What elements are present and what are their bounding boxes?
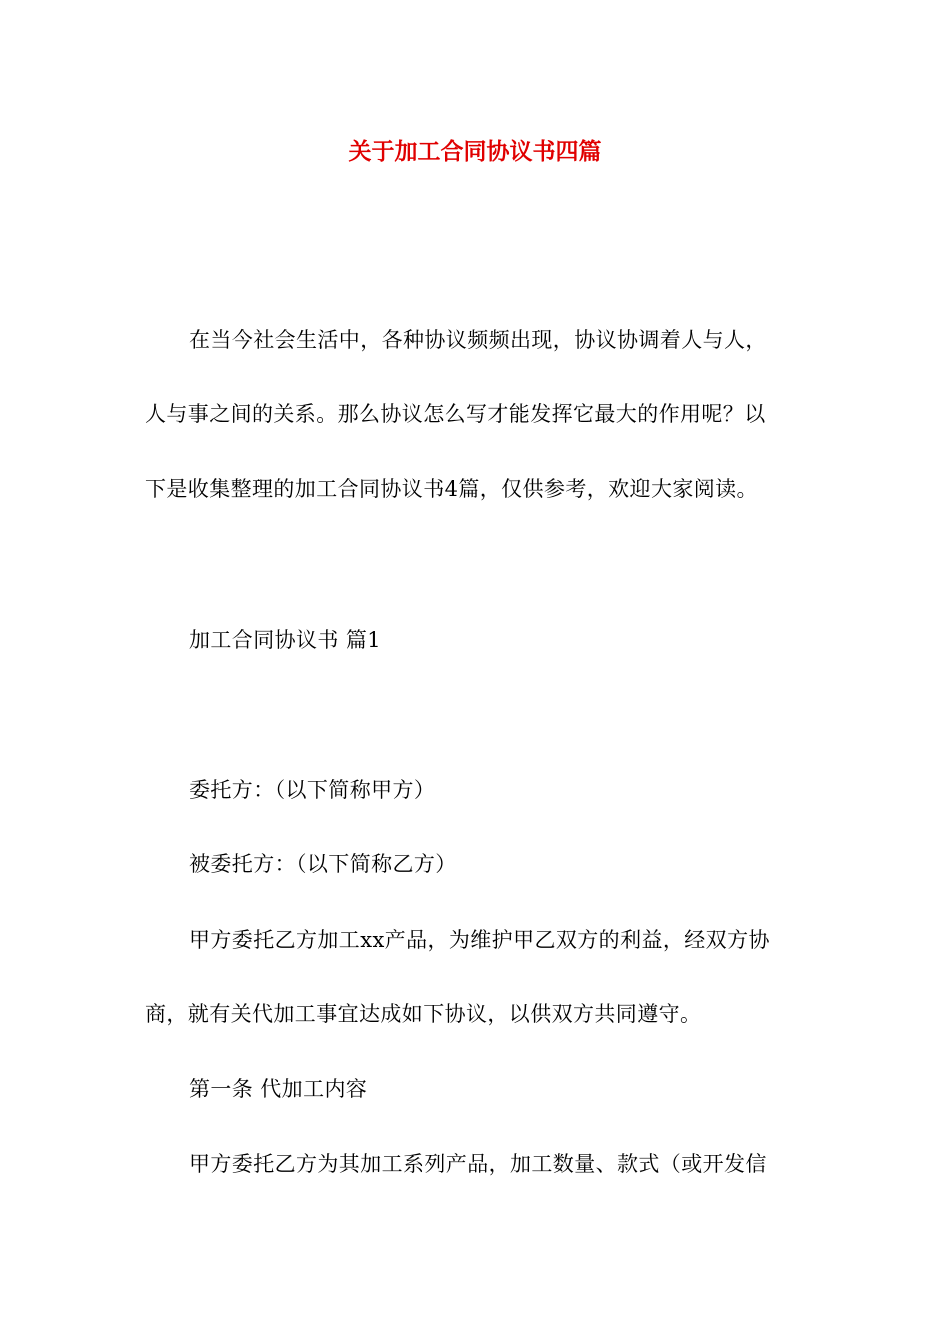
paragraph-line: 甲方委托乙方加工xx产品，为维护甲乙双方的利益，经双方协 xyxy=(189,928,770,952)
section-heading: 加工合同协议书 篇1 xyxy=(189,628,382,652)
paragraph-line: 委托方：（以下简称甲方） xyxy=(189,778,436,802)
paragraph-line: 人与事之间的关系。那么协议怎么写才能发挥它最大的作用呢？以 xyxy=(145,402,766,426)
paragraph-line: 甲方委托乙方为其加工系列产品，加工数量、款式（或开发信 xyxy=(189,1152,767,1176)
paragraph-line: 商，就有关代加工事宜达成如下协议，以供双方共同遵守。 xyxy=(145,1002,702,1026)
document-title: 关于加工合同协议书四篇 xyxy=(348,138,602,165)
paragraph-line: 下是收集整理的加工合同协议书4篇，仅供参考，欢迎大家阅读。 xyxy=(145,477,758,501)
paragraph-line: 在当今社会生活中，各种协议频频出现，协议协调着人与人， xyxy=(189,328,767,352)
paragraph-line: 被委托方：（以下简称乙方） xyxy=(189,852,457,876)
article-heading: 第一条 代加工内容 xyxy=(189,1077,368,1101)
